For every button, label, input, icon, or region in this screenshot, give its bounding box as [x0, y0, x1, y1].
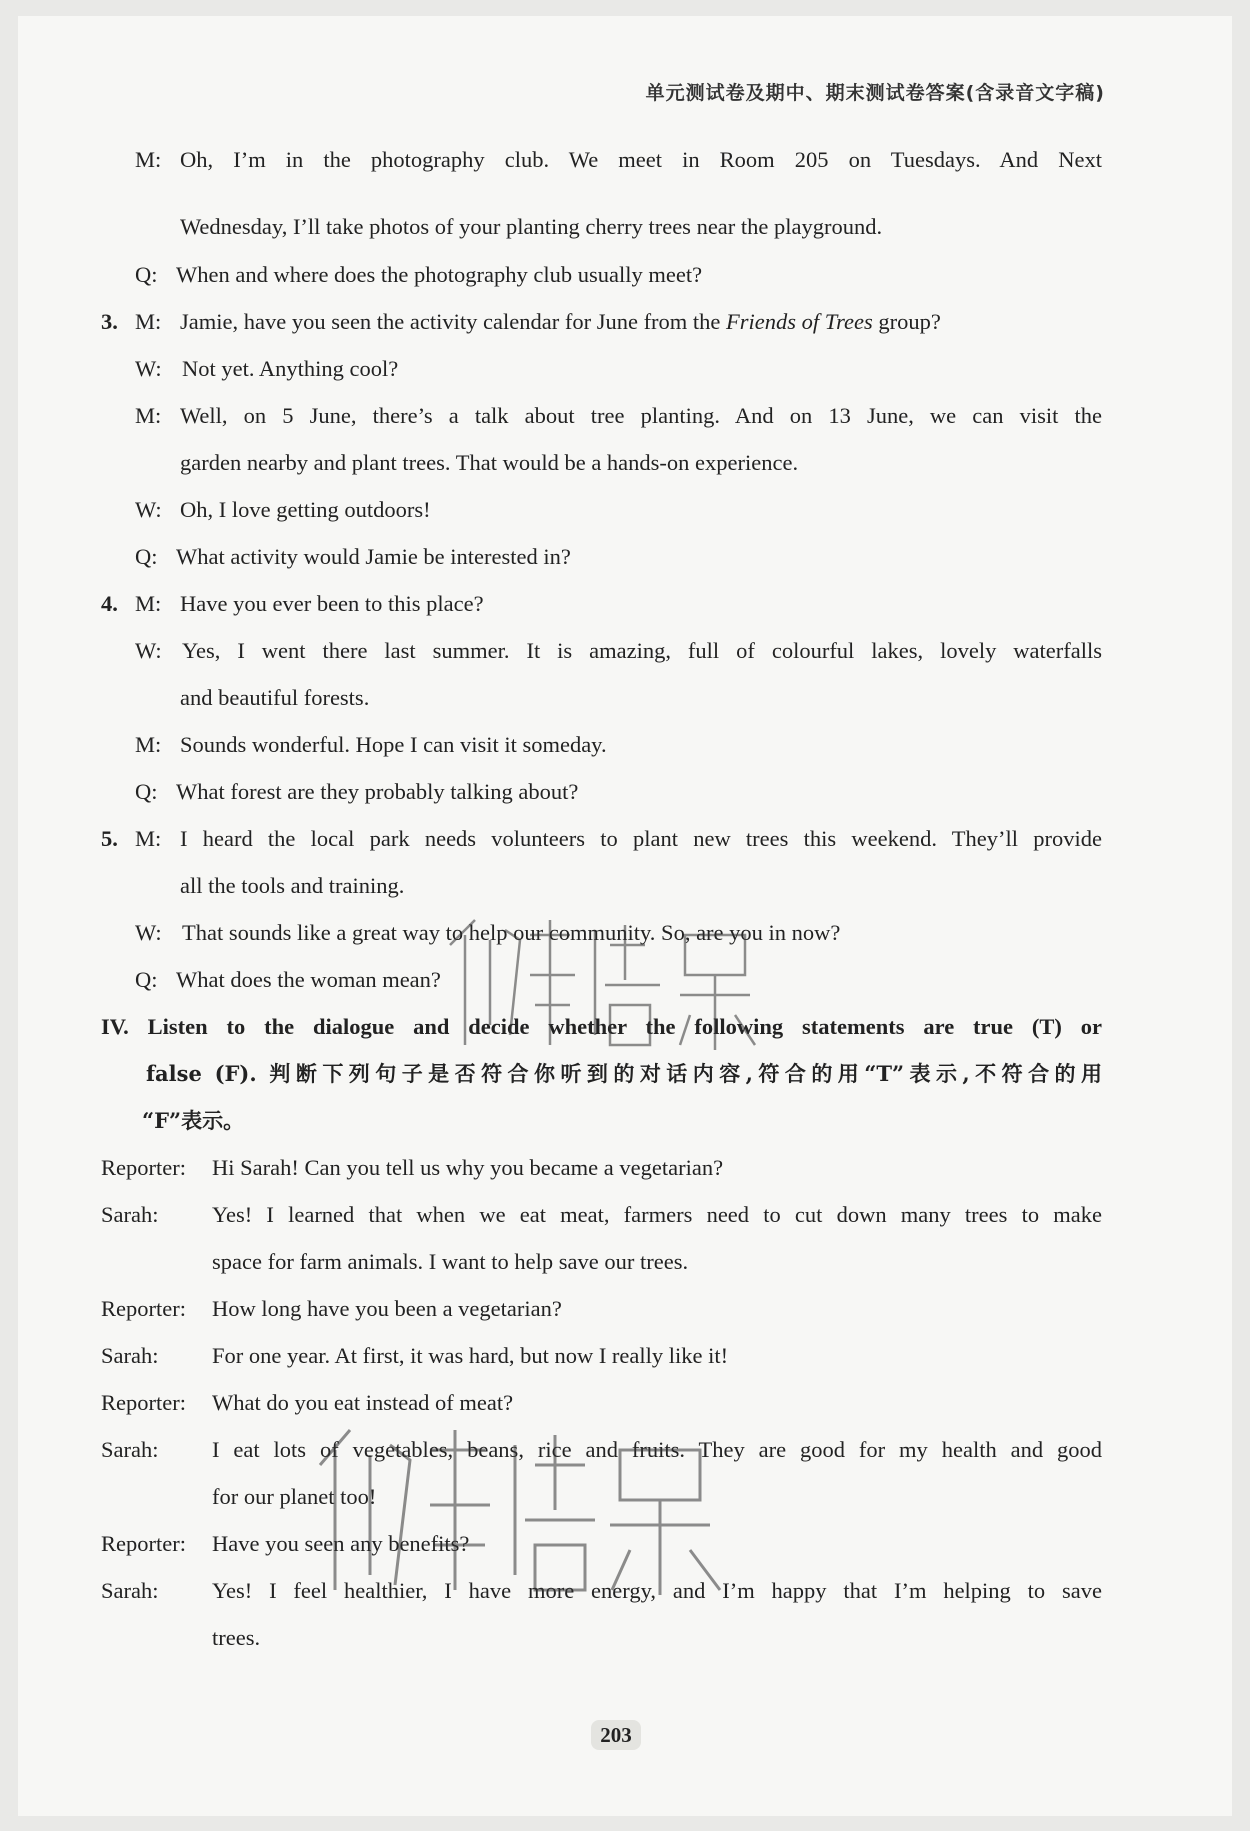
dialogue-text: all the tools and training.	[180, 873, 405, 898]
watermark-graphic	[430, 915, 760, 1055]
interview-line	[0, 1200, 1250, 1230]
dialogue-line	[0, 354, 1250, 384]
item-number: 5.	[101, 826, 118, 851]
speaker-label: M:	[135, 732, 162, 757]
speaker-label: Sarah:	[101, 1578, 159, 1603]
interview-text: Yes! I learned that when we eat meat, farmers need to cut down many trees to make	[212, 1202, 1102, 1227]
dialogue-text: Oh, I love getting outdoors!	[180, 497, 431, 522]
interview-text: for our planet too!	[212, 1484, 377, 1509]
speaker-label: M:	[135, 591, 162, 616]
watermark-graphic	[290, 1425, 740, 1600]
dialogue-text: That sounds like a great way to help our community. So, are you in now?	[182, 920, 841, 945]
question-text: When and where does the photography club usually meet?	[176, 262, 703, 287]
dialogue-text: Sounds wonderful. Hope I can visit it someday.	[180, 732, 607, 757]
interview-text: How long have you been a vegetarian?	[212, 1296, 562, 1321]
question-line	[0, 260, 1250, 290]
dialogue-line	[0, 636, 1250, 666]
speaker-label: M:	[135, 826, 162, 851]
interview-line	[0, 1247, 1250, 1277]
question-text: What does the woman mean?	[176, 967, 441, 992]
dialogue-text: Oh, I’m in the photography club. We meet in Room 205 on Tuesdays. And Next	[180, 147, 1102, 172]
dialogue-text: garden nearby and plant trees. That would be a hands-on experience.	[180, 450, 799, 475]
interview-text: What do you eat instead of meat?	[212, 1390, 514, 1415]
section-heading-line: “F”表示。	[142, 1108, 245, 1133]
dialogue-text: Wednesday, I’ll take photos of your planting cherry trees near the playground.	[180, 214, 883, 239]
dialogue-line	[0, 495, 1250, 525]
interview-text: Yes! I feel healthier, I have more energy, and I’m happy that I’m helping to save	[212, 1578, 1102, 1603]
dialogue-line	[0, 401, 1250, 431]
speaker-label: W:	[135, 497, 162, 522]
speaker-label: M:	[135, 147, 162, 172]
dialogue-text: Yes, I went there last summer. It is amazing, full of colourful lakes, lovely waterfalls	[182, 638, 1102, 663]
dialogue-line	[0, 824, 1250, 854]
speaker-label: M:	[135, 403, 162, 428]
question-text: What activity would Jamie be interested in?	[176, 544, 571, 569]
item-number: 4.	[101, 591, 118, 616]
interview-text: I eat lots of vegetables, beans, rice and fruits. They are good for my health and good	[212, 1437, 1102, 1462]
speaker-label: Sarah:	[101, 1437, 159, 1462]
dialogue-text: Not yet. Anything cool?	[182, 356, 399, 381]
interview-text: space for farm animals. I want to help save our trees.	[212, 1249, 689, 1274]
interview-line	[0, 1294, 1250, 1324]
speaker-label: Sarah:	[101, 1343, 159, 1368]
dialogue-line	[0, 145, 1250, 175]
dialogue-line	[0, 448, 1250, 478]
speaker-label: Q:	[135, 779, 158, 804]
section-heading	[0, 1106, 1250, 1136]
dialogue-line	[0, 871, 1250, 901]
running-header: 单元测试卷及期中、期末测试卷答案(含录音文字稿)	[645, 82, 1105, 104]
speaker-label: Reporter:	[101, 1296, 186, 1321]
interview-text: For one year. At first, it was hard, but now I really like it!	[212, 1343, 729, 1368]
item-number: 3.	[101, 309, 118, 334]
dialogue-text: Jamie, have you seen the activity calendar for June from the Friends of Trees group?	[180, 309, 941, 334]
speaker-label: M:	[135, 309, 162, 334]
question-text: What forest are they probably talking about?	[176, 779, 579, 804]
speaker-label: Reporter:	[101, 1390, 186, 1415]
interview-text: trees.	[212, 1625, 261, 1650]
interview-line	[0, 1153, 1250, 1183]
interview-line	[0, 1341, 1250, 1371]
dialogue-line	[0, 683, 1250, 713]
dialogue-text: Have you ever been to this place?	[180, 591, 484, 616]
dialogue-line	[0, 730, 1250, 760]
speaker-label: W:	[135, 356, 162, 381]
interview-text: Hi Sarah! Can you tell us why you became a vegetarian?	[212, 1155, 724, 1180]
speaker-label: Q:	[135, 967, 158, 992]
section-heading-line: IV. Listen to the dialogue and decide whether the following statements are true (T) or	[101, 1014, 1102, 1039]
speaker-label: Q:	[135, 262, 158, 287]
speaker-label: Sarah:	[101, 1202, 159, 1227]
question-line	[0, 542, 1250, 572]
group-name-italic: Friends of Trees	[726, 309, 873, 334]
dialogue-line	[0, 212, 1250, 242]
interview-line	[0, 1623, 1250, 1653]
dialogue-text: I heard the local park needs volunteers to plant new trees this weekend. They’ll provide	[180, 826, 1102, 851]
speaker-label: Reporter:	[101, 1531, 186, 1556]
question-line	[0, 777, 1250, 807]
interview-line	[0, 1388, 1250, 1418]
dialogue-line	[0, 589, 1250, 619]
dialogue-text: Well, on 5 June, there’s a talk about tree planting. And on 13 June, we can visit the	[180, 403, 1102, 428]
dialogue-text: and beautiful forests.	[180, 685, 370, 710]
speaker-label: W:	[135, 920, 162, 945]
interview-text: Have you seen any benefits?	[212, 1531, 470, 1556]
page-number: 203	[591, 1720, 641, 1750]
speaker-label: W:	[135, 638, 162, 663]
section-heading-line: false (F). 判断下列句子是否符合你听到的对话内容,符合的用“T”表示,不符合的用	[146, 1061, 1102, 1086]
speaker-label: Q:	[135, 544, 158, 569]
section-heading	[0, 1059, 1250, 1089]
speaker-label: Reporter:	[101, 1155, 186, 1180]
dialogue-line	[0, 307, 1250, 337]
